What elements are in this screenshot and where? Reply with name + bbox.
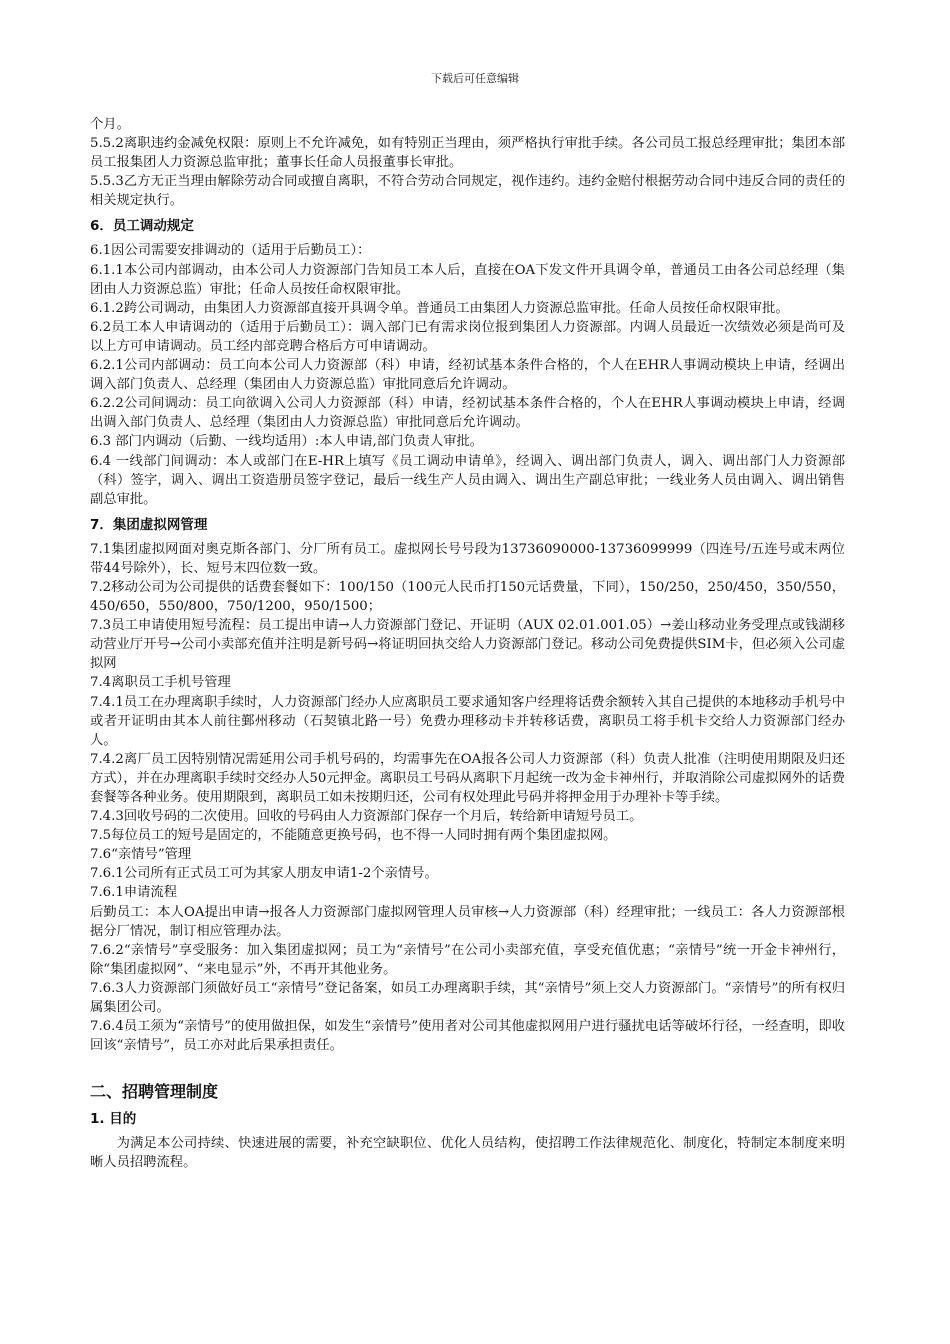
paragraph: 7.6“亲情号”管理 xyxy=(90,847,192,863)
subsection-heading: 7．集团虚拟网管理 xyxy=(90,516,208,533)
section-heading: 二、招聘管理制度 xyxy=(90,1082,219,1102)
paragraph: 7.5每位员工的短号是固定的，不能随意更换号码，也不得一人同时拥有两个集团虚拟网。 xyxy=(90,828,617,844)
page-header-note: 下载后可任意编辑 xyxy=(431,72,519,85)
paragraph: 6.2.2公司间调动：员工向欲调入公司人力资源部（科）申请，经初试基本条件合格的，个人在EHR人事调动模块上申请，经调出调入部门负责人、总经理（集团由人力资源总监）审批同意后允许调动。 xyxy=(90,396,845,431)
paragraph: 7.6.4员工须为“亲情号”的使用做担保，如发生“亲情号”使用者对公司其他虚拟网用户进行骚扰电话等破坏行径，一经查明，即收回该“亲情号”，员工亦对此后果承担责任。 xyxy=(90,1019,845,1054)
paragraph: 5.5.3乙方无正当理由解除劳动合同或擅自离职，不符合劳动合同规定，视作违约。违约金赔付根据劳动合同中违反合同的责任的相关规定执行。 xyxy=(90,174,845,209)
paragraph: 7.6.1公司所有正式员工可为其家人朋友申请1-2个亲情号。 xyxy=(90,866,438,882)
paragraph: 6.4 一线部门间调动：本人或部门在E-HR上填写《员工调动申请单》，经调入、调出部门负责人，调入、调出部门人力资源部（科）签字，调入、调出工资造册员签字登记，最后一线生产人员由调入、调出生产副总审批；一线业务人员由调入、调出销售副总审批。 xyxy=(90,453,845,507)
paragraph: 7.4.1员工在办理离职手续时，人力资源部门经办人应离职员工要求通知客户经理将话费余额转入其自己提供的本地移动手机号中或者开证明由其本人前往鄞州移动（石契镇北路一号）免费办理移动卡并转移话费，离职员工将手机卡交给人力资源部门经办人。 xyxy=(90,694,845,748)
paragraph: 7.6.1申请流程 xyxy=(90,885,178,901)
paragraph: 7.1集团虚拟网面对奥克斯各部门、分厂所有员工。虚拟网长号号段为13736090000-13736099999（四连号/五连号或末两位带44号除外），长、短号末四位数一致。 xyxy=(90,541,845,576)
paragraph: 7.6.3人力资源部门须做好员工“亲情号”登记备案，如员工办理离职手续，其“亲情号”须上交人力资源部门。“亲情号”的所有权归属集团公司。 xyxy=(90,980,845,1016)
paragraph: 7.6.2“亲情号”享受服务：加入集团虚拟网；员工为“亲情号”在公司小卖部充值，享受充值优惠；“亲情号”统一开金卡神州行，除“集团虚拟网”、“来电显示”外，不再开其他业务。 xyxy=(90,942,845,977)
paragraph: 7.4.3回收号码的二次使用。回收的号码由人力资源部门保存一个月后，转给新申请短号员工。 xyxy=(90,809,643,825)
paragraph: 6.1.1本公司内部调动，由本公司人力资源部门告知员工本人后，直接在OA下发文件开具调令单，普通员工由各公司总经理（集团由人力资源总监）审批；任命人员按任命权限审批。 xyxy=(90,262,845,297)
document-body xyxy=(90,115,845,1173)
paragraph: 7.4.2离厂员工因特别情况需延用公司手机号码的，均需事先在OA报各公司人力资源部（科）负责人批准（注明使用期限及归还方式），并在办理离职手续时交经办人50元押金。离职员工号码从离职下月起统一改为金卡神州行，并取消除公司虚拟网外的话费套餐等各种业务。使用期限到，离职员工如未按期归还，公司有权处理此号码并将押金用于办理补卡等手续。 xyxy=(90,751,845,805)
paragraph: 7.4离职员工手机号管理 xyxy=(90,675,231,691)
paragraph: 7.2移动公司为公司提供的话费套餐如下：100/150（100元人民币打150元话费量，下同），150/250，250/450，350/550，450/650，550/800，750/1200，950/1500； xyxy=(90,579,845,615)
paragraph: 6.1.2跨公司调动，由集团人力资源部直接开具调令单。普通员工由集团人力资源总监审批。任命人员按任命权限审批。 xyxy=(90,300,789,316)
paragraph: 个月。 xyxy=(90,117,130,132)
paragraph: 为满足本公司持续、快速进展的需要，补充空缺职位、优化人员结构，使招聘工作法律规范化、制度化，特制定本制度来明晰人员招聘流程。 xyxy=(90,1136,845,1171)
paragraph: 6.3 部门内调动（后勤、一线均适用）:本人申请,部门负责人审批。 xyxy=(90,434,484,450)
paragraph: 6.1因公司需要安排调动的（适用于后勤员工）： xyxy=(90,243,371,259)
paragraph: 后勤员工：本人OA提出申请→报各人力资源部门虚拟网管理人员审核→人力资源部（科）经理审批；一线员工：各人力资源部根据分厂情况，制订相应管理办法。 xyxy=(90,904,845,939)
paragraph: 7.3员工申请使用短号流程：员工提出申请→人力资源部门登记、开证明（AUX 02.01.001.05）→姜山移动业务受理点或钱湖移动营业厅开号→公司小卖部充值并注明是新号码→将证明回执交给人力资源部门登记。移动公司免费提供SIM卡，但必须入公司虚拟网 xyxy=(90,618,845,672)
subsection-heading: 1. 目的 xyxy=(90,1111,137,1128)
subsection-heading: 6．员工调动规定 xyxy=(90,218,194,235)
paragraph: 6.2.1公司内部调动：员工向本公司人力资源部（科）申请，经初试基本条件合格的，个人在EHR人事调动模块上申请，经调出调入部门负责人、总经理（集团由人力资源总监）审批同意后允许调动。 xyxy=(90,358,845,393)
paragraph: 6.2员工本人申请调动的（适用于后勤员工）：调入部门已有需求岗位报到集团人力资源部。内调人员最近一次绩效必须是尚可及以上方可申请调动。员工经内部竞聘合格后方可申请调动。 xyxy=(90,319,845,354)
paragraph: 5.5.2离职违约金减免权限：原则上不允许减免，如有特别正当理由，须严格执行审批手续。各公司员工报总经理审批；集团本部员工报集团人力资源总监审批；董事长任命人员报董事长审批。 xyxy=(90,136,845,171)
